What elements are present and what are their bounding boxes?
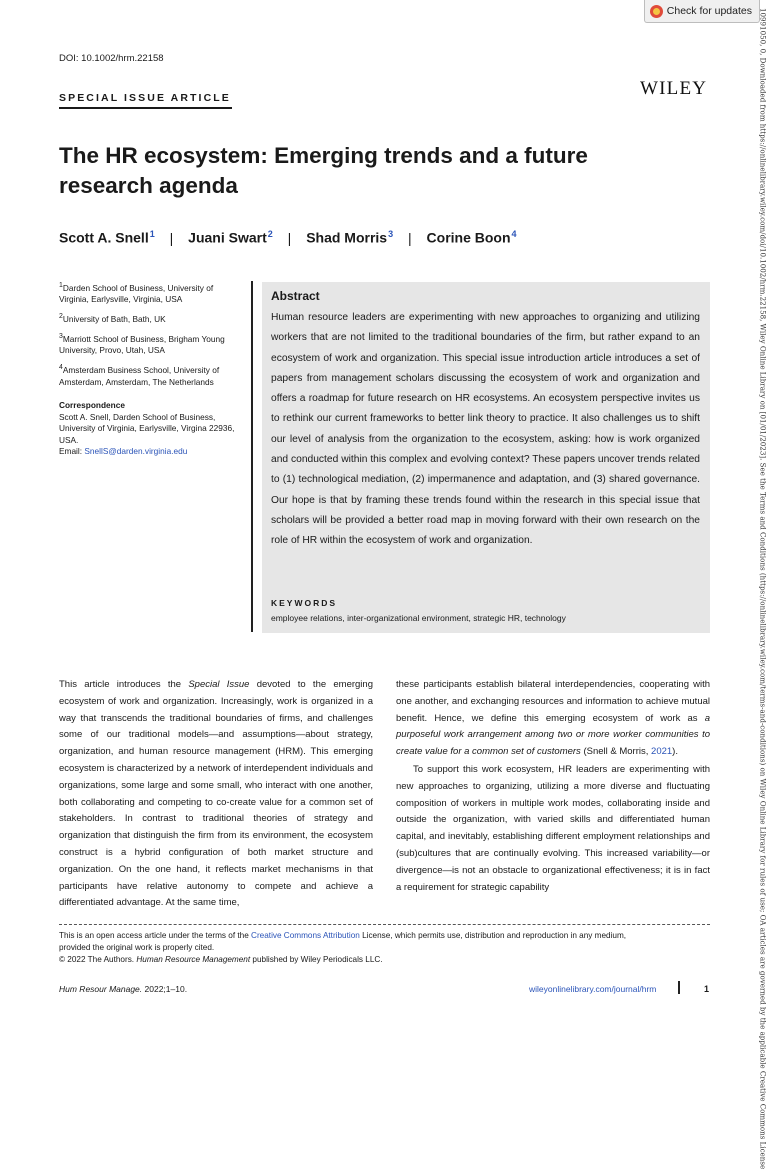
page-number: 1 — [704, 984, 710, 994]
author-name[interactable]: Juani Swart — [188, 229, 267, 246]
download-sidebar — [756, 8, 768, 1169]
email-link[interactable]: SnellS@darden.virginia.edu — [84, 446, 188, 457]
journal-url-link[interactable]: wileyonlinelibrary.com/journal/hrm — [529, 984, 657, 994]
body-paragraph: these participants establish bilateral interdependencies, cooperating with one another, and exchanging resources and information to achieve mutual benefit. Hence, we define this emerging ecosystem of work as a purposeful work arrangement among two or more worker communities to create value for a common set of customers (Snell & Morris, 2021). — [396, 679, 710, 758]
page-number-bar — [678, 981, 680, 994]
affiliation: $^3$Marriott School of Business, Brigham Young University, Provo, Utah, USA — [59, 333, 225, 356]
keywords-heading: KEYWORDS — [271, 598, 338, 608]
author-name[interactable]: Shad Morris — [306, 229, 388, 246]
download-sidebar-text: 10991050, 0, Downloaded from https://onlinelibrary.wiley.com/doi/10.1002/hrm.22158, Wiley Online Library on [01/01/2023]. See the Terms and Conditions (https://onlinelibrary.wiley.com/terms-and-conditions) on Wiley Online Library for rules of use; OA articles are governed by the applicable Creative Commons License — [758, 8, 768, 1169]
author-separator: | — [408, 229, 412, 246]
abstract-text: Human resource leaders are experimenting with new approaches to organizing and utilizing workers that are not limited to the traditional boundaries of the firm, but rather expand to an ecosystem of work and organization. This special issue introduction article introduces a set of papers from management scholars discussing the ecosystem of work and organization and offers a roadmap for future research on HR ecosystems. An ecosystem perspective invites us to rethink our current frameworks to better link theory to practice. It also challenges us to shift our level of analysis from the organization to the ecosystem, asking: how is work organized and conducted within this complex and evolving context? These papers uncover trends related to (1) technological mediation, (2) impermanence and adaptation, and (3) shared governance. Our hope is that by framing these trends found within the research in this special issue that scholars will be provided a better road map in moving forward with their own research on the role of HR within the ecosystem of work and organization. — [271, 312, 700, 547]
article-type: SPECIAL ISSUE ARTICLE — [59, 92, 231, 104]
abstract-heading: Abstract — [271, 289, 320, 303]
affiliations — [59, 280, 241, 458]
affiliation: $^4$Amsterdam Business School, University of Amsterdam, Amsterdam, The Netherlands — [59, 364, 220, 387]
correspondence-heading: Correspondence — [59, 400, 125, 411]
doi: DOI: 10.1002/hrm.22158 — [59, 53, 164, 64]
article-type-underline — [59, 107, 232, 109]
affiliation: $^1$Darden School of Business, University of Virginia, Earlysville, Virginia, USA — [59, 282, 214, 305]
license-link[interactable]: Creative Commons Attribution — [251, 931, 360, 940]
publisher-logo: WILEY — [640, 78, 708, 99]
correspondence-text: Scott A. Snell, Darden School of Business, University of Virginia, Earlysville, Virgina 22936, USA. — [59, 411, 235, 445]
check-for-updates-button[interactable] — [644, 0, 760, 23]
affiliation-ref[interactable]: 1 — [149, 229, 155, 239]
license-footnote: This is an open access article under the terms of the Creative Commons Attribution License, which permits use, distribution and reproduction in any medium, provided the original work is properly cited. © 2022 The Authors. Human Resource Management published by Wiley Periodicals LLC. — [59, 931, 627, 964]
keywords-list: employee relations, inter-organizational environment, strategic HR, technology — [271, 613, 566, 623]
author-separator: | — [169, 229, 174, 246]
affiliation-ref[interactable]: 3 — [388, 229, 394, 239]
affiliation-ref[interactable]: 4 — [511, 229, 517, 239]
correspondence-email-line: Email: SnellS@darden.virginia.edu — [59, 446, 188, 457]
author-separator: | — [287, 229, 292, 246]
footnote-divider — [59, 924, 710, 925]
abstract-box — [262, 282, 710, 633]
body-paragraph: To support this work ecosystem, HR leaders are experimenting with new approaches to organizing, utilizing a more diverse and fluctuating composition of workers in multiple work modes, collaborating inside and outside the organization, with varied skills and differentiated human capital, and inevitably, establishing different employment relationships and (sub)cultures that are continually evolving. This increased variability—or divergence—is not an obstacle to organizational effectiveness; it is in fact a requirement for strategic capability — [396, 763, 710, 893]
body-column-right — [396, 677, 710, 896]
affiliation-ref[interactable]: 2 — [267, 229, 273, 239]
column-divider — [251, 281, 253, 632]
body-paragraph: This article introduces the Special Issue devoted to the emerging ecosystem of work and organization. Increasingly, work is organized in a way that transcends the traditional boundaries of firms, and challenges some of our traditional models—and assumptions—about strategy, organization, and human resource management (HRM). This emerging ecosystem is characterized by a network of interdependent individuals and organizations, some large and some small, who interact with one another, both collaborating and competing to co-create value for a common set of stakeholders. In contrast to traditional theories of strategy and organization that distinguish the firm from its environment, the ecosystem construct is a hybrid configuration of both market structure and organization. On the one hand, it reflects market mechanisms in that participants have relative autonomy to compete and achieve a differentiated advantage. At the same time, — [59, 679, 373, 909]
body-column-left — [59, 677, 373, 912]
check-for-updates-label: Check for updates — [666, 5, 752, 17]
crossmark-icon — [650, 5, 663, 18]
author-name[interactable]: Corine Boon — [426, 229, 511, 246]
affiliation: $^2$University of Bath, Bath, UK — [59, 313, 166, 325]
citation-link[interactable]: 2021 — [651, 746, 673, 758]
author-list — [59, 229, 517, 246]
author-name[interactable]: Scott A. Snell — [59, 229, 149, 246]
journal-citation: Hum Resour Manage. 2022;1–10. — [59, 984, 188, 994]
article-title: The HR ecosystem: Emerging trends and a future research agenda — [59, 143, 588, 198]
